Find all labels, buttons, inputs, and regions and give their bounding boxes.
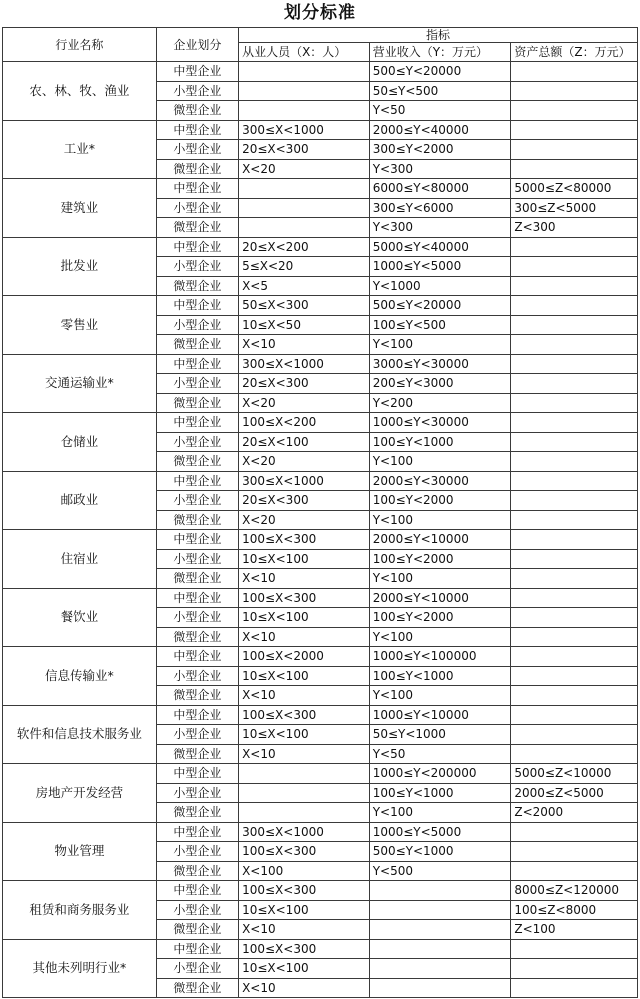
- employees-cell: 100≤X<300: [239, 588, 370, 608]
- table-row: [3, 179, 638, 199]
- assets-cell: [511, 354, 638, 374]
- employees-cell: 100≤X<300: [239, 939, 370, 959]
- table-row: [3, 413, 638, 433]
- assets-cell: [511, 744, 638, 764]
- table-row: [3, 354, 638, 374]
- revenue-cell: 50≤Y<1000: [369, 725, 511, 745]
- enterprise-size: 微型企业: [156, 744, 238, 764]
- revenue-cell: 1000≤Y<200000: [369, 764, 511, 784]
- enterprise-size: 小型企业: [156, 374, 238, 394]
- industry-name: 住宿业: [3, 530, 157, 589]
- revenue-cell: [369, 959, 511, 979]
- industry-name: 交通运输业*: [3, 354, 157, 413]
- employees-cell: 10≤X<100: [239, 666, 370, 686]
- enterprise-size: 中型企业: [156, 705, 238, 725]
- employees-cell: 10≤X<100: [239, 900, 370, 920]
- employees-cell: [239, 783, 370, 803]
- employees-cell: 100≤X<300: [239, 705, 370, 725]
- enterprise-size: 中型企业: [156, 588, 238, 608]
- table-row: [3, 881, 638, 901]
- employees-cell: 10≤X<50: [239, 315, 370, 335]
- revenue-cell: 100≤Y<2000: [369, 491, 511, 511]
- employees-cell: 20≤X<300: [239, 374, 370, 394]
- employees-cell: X<100: [239, 861, 370, 881]
- page-title: 划分标准: [284, 3, 356, 23]
- employees-cell: 10≤X<100: [239, 725, 370, 745]
- enterprise-size: 微型企业: [156, 393, 238, 413]
- enterprise-size: 小型企业: [156, 257, 238, 277]
- revenue-cell: [369, 881, 511, 901]
- employees-cell: X<20: [239, 393, 370, 413]
- employees-cell: 5≤X<20: [239, 257, 370, 277]
- assets-cell: [511, 62, 638, 82]
- enterprise-size: 中型企业: [156, 939, 238, 959]
- assets-cell: [511, 140, 638, 160]
- employees-cell: [239, 198, 370, 218]
- revenue-cell: 5000≤Y<40000: [369, 237, 511, 257]
- assets-cell: 300≤Z<5000: [511, 198, 638, 218]
- revenue-cell: 500≤Y<20000: [369, 296, 511, 316]
- revenue-cell: [369, 920, 511, 940]
- assets-cell: 8000≤Z<120000: [511, 881, 638, 901]
- employees-cell: 50≤X<300: [239, 296, 370, 316]
- revenue-cell: Y<100: [369, 335, 511, 355]
- enterprise-size: 小型企业: [156, 198, 238, 218]
- assets-cell: [511, 822, 638, 842]
- table-body: [3, 62, 638, 998]
- revenue-cell: 200≤Y<3000: [369, 374, 511, 394]
- enterprise-size: 中型企业: [156, 237, 238, 257]
- employees-cell: 20≤X<300: [239, 140, 370, 160]
- enterprise-size: 微型企业: [156, 335, 238, 355]
- employees-cell: 10≤X<100: [239, 959, 370, 979]
- revenue-cell: [369, 939, 511, 959]
- revenue-cell: Y<100: [369, 452, 511, 472]
- table-row: [3, 296, 638, 316]
- industry-name: 建筑业: [3, 179, 157, 238]
- revenue-cell: 1000≤Y<5000: [369, 257, 511, 277]
- enterprise-size: 小型企业: [156, 725, 238, 745]
- enterprise-size: 中型企业: [156, 120, 238, 140]
- employees-cell: [239, 218, 370, 238]
- industry-name: 其他未列明行业*: [3, 939, 157, 998]
- enterprise-size: 微型企业: [156, 510, 238, 530]
- assets-cell: [511, 569, 638, 589]
- industry-name: 餐饮业: [3, 588, 157, 647]
- employees-cell: X<10: [239, 744, 370, 764]
- table-row: [3, 939, 638, 959]
- employees-cell: 300≤X<1000: [239, 120, 370, 140]
- table-row: [3, 822, 638, 842]
- assets-cell: [511, 510, 638, 530]
- assets-cell: 5000≤Z<10000: [511, 764, 638, 784]
- assets-cell: [511, 159, 638, 179]
- assets-header: 资产总额（Z：万元）: [511, 43, 638, 62]
- revenue-cell: 100≤Y<1000: [369, 432, 511, 452]
- assets-cell: [511, 549, 638, 569]
- assets-cell: [511, 81, 638, 101]
- employees-cell: X<10: [239, 569, 370, 589]
- revenue-cell: Y<100: [369, 627, 511, 647]
- enterprise-size: 中型企业: [156, 647, 238, 667]
- revenue-cell: 3000≤Y<30000: [369, 354, 511, 374]
- revenue-cell: Y<100: [369, 569, 511, 589]
- enterprise-size: 微型企业: [156, 276, 238, 296]
- enterprise-size: 微型企业: [156, 803, 238, 823]
- assets-cell: [511, 237, 638, 257]
- industry-name: 邮政业: [3, 471, 157, 530]
- revenue-cell: Y<200: [369, 393, 511, 413]
- revenue-cell: 100≤Y<2000: [369, 549, 511, 569]
- assets-cell: [511, 686, 638, 706]
- assets-cell: [511, 276, 638, 296]
- assets-cell: [511, 530, 638, 550]
- assets-cell: Z<2000: [511, 803, 638, 823]
- revenue-cell: 6000≤Y<80000: [369, 179, 511, 199]
- revenue-cell: 500≤Y<20000: [369, 62, 511, 82]
- assets-cell: [511, 120, 638, 140]
- industry-name: 零售业: [3, 296, 157, 355]
- enterprise-size: 中型企业: [156, 530, 238, 550]
- enterprise-size: 微型企业: [156, 920, 238, 940]
- revenue-cell: Y<1000: [369, 276, 511, 296]
- enterprise-size: 小型企业: [156, 900, 238, 920]
- enterprise-size: 微型企业: [156, 978, 238, 998]
- industry-name: 软件和信息技术服务业: [3, 705, 157, 764]
- employees-cell: 100≤X<2000: [239, 647, 370, 667]
- table-row: [3, 705, 638, 725]
- industry-name: 租赁和商务服务业: [3, 881, 157, 940]
- employees-cell: 20≤X<300: [239, 491, 370, 511]
- assets-cell: 100≤Z<8000: [511, 900, 638, 920]
- assets-cell: [511, 471, 638, 491]
- revenue-cell: Y<100: [369, 686, 511, 706]
- employees-cell: 300≤X<1000: [239, 822, 370, 842]
- assets-cell: [511, 335, 638, 355]
- assets-cell: [511, 588, 638, 608]
- assets-cell: [511, 413, 638, 433]
- revenue-cell: Y<100: [369, 803, 511, 823]
- revenue-cell: 300≤Y<6000: [369, 198, 511, 218]
- employees-cell: X<20: [239, 452, 370, 472]
- indicator-header: 指标: [239, 28, 638, 43]
- employees-cell: 10≤X<100: [239, 549, 370, 569]
- assets-cell: [511, 101, 638, 121]
- assets-cell: Z<100: [511, 920, 638, 940]
- enterprise-size: 微型企业: [156, 569, 238, 589]
- revenue-cell: 2000≤Y<30000: [369, 471, 511, 491]
- revenue-cell: 500≤Y<1000: [369, 842, 511, 862]
- assets-cell: [511, 608, 638, 628]
- enterprise-size: 中型企业: [156, 764, 238, 784]
- revenue-cell: Y<500: [369, 861, 511, 881]
- revenue-cell: 1000≤Y<100000: [369, 647, 511, 667]
- enterprise-size: 微型企业: [156, 686, 238, 706]
- employees-cell: 100≤X<300: [239, 530, 370, 550]
- table-row: [3, 647, 638, 667]
- enterprise-size: 中型企业: [156, 881, 238, 901]
- industry-header: 行业名称: [3, 28, 157, 62]
- industry-name: 工业*: [3, 120, 157, 179]
- assets-cell: 5000≤Z<80000: [511, 179, 638, 199]
- employees-cell: 300≤X<1000: [239, 354, 370, 374]
- revenue-cell: 1000≤Y<5000: [369, 822, 511, 842]
- assets-cell: 2000≤Z<5000: [511, 783, 638, 803]
- employees-cell: [239, 764, 370, 784]
- enterprise-size: 中型企业: [156, 822, 238, 842]
- industry-name: 批发业: [3, 237, 157, 296]
- assets-cell: [511, 374, 638, 394]
- assets-cell: [511, 939, 638, 959]
- employees-cell: 20≤X<100: [239, 432, 370, 452]
- employees-cell: [239, 101, 370, 121]
- table-row: [3, 62, 638, 82]
- assets-cell: [511, 627, 638, 647]
- table-row: [3, 530, 638, 550]
- revenue-cell: 100≤Y<500: [369, 315, 511, 335]
- revenue-cell: 1000≤Y<10000: [369, 705, 511, 725]
- enterprise-size: 微型企业: [156, 627, 238, 647]
- table-row: [3, 471, 638, 491]
- revenue-cell: Y<50: [369, 744, 511, 764]
- revenue-cell: [369, 978, 511, 998]
- enterprise-size: 中型企业: [156, 413, 238, 433]
- assets-cell: [511, 315, 638, 335]
- revenue-cell: Y<50: [369, 101, 511, 121]
- classification-table: [2, 27, 638, 998]
- industry-name: 房地产开发经营: [3, 764, 157, 823]
- assets-cell: [511, 432, 638, 452]
- enterprise-size: 小型企业: [156, 491, 238, 511]
- assets-cell: [511, 959, 638, 979]
- enterprise-size: 中型企业: [156, 354, 238, 374]
- enterprise-size: 中型企业: [156, 62, 238, 82]
- employees-cell: 100≤X<300: [239, 842, 370, 862]
- table-row: [3, 237, 638, 257]
- assets-cell: [511, 296, 638, 316]
- employees-cell: X<10: [239, 686, 370, 706]
- enterprise-size: 小型企业: [156, 783, 238, 803]
- revenue-cell: 300≤Y<2000: [369, 140, 511, 160]
- industry-name: 信息传输业*: [3, 647, 157, 706]
- revenue-cell: 100≤Y<1000: [369, 666, 511, 686]
- employees-cell: 100≤X<300: [239, 881, 370, 901]
- employees-cell: X<10: [239, 627, 370, 647]
- employees-cell: 300≤X<1000: [239, 471, 370, 491]
- enterprise-size: 小型企业: [156, 666, 238, 686]
- revenue-cell: Y<100: [369, 510, 511, 530]
- revenue-cell: 100≤Y<1000: [369, 783, 511, 803]
- revenue-cell: 50≤Y<500: [369, 81, 511, 101]
- employees-cell: X<10: [239, 920, 370, 940]
- enterprise-size: 中型企业: [156, 471, 238, 491]
- enterprise-size: 微型企业: [156, 861, 238, 881]
- employees-cell: [239, 803, 370, 823]
- enterprise-size: 小型企业: [156, 432, 238, 452]
- industry-name: 仓储业: [3, 413, 157, 472]
- employees-cell: X<10: [239, 335, 370, 355]
- enterprise-size: 小型企业: [156, 549, 238, 569]
- assets-cell: [511, 257, 638, 277]
- header-row: [3, 28, 638, 43]
- employees-cell: [239, 81, 370, 101]
- table-row: [3, 120, 638, 140]
- employees-cell: 10≤X<100: [239, 608, 370, 628]
- enterprise-size: 小型企业: [156, 959, 238, 979]
- revenue-cell: Y<300: [369, 218, 511, 238]
- enterprise-size: 微型企业: [156, 101, 238, 121]
- table-row: [3, 588, 638, 608]
- assets-cell: [511, 393, 638, 413]
- assets-cell: [511, 861, 638, 881]
- enterprise-size: 微型企业: [156, 159, 238, 179]
- employees-cell: [239, 62, 370, 82]
- assets-cell: [511, 647, 638, 667]
- employees-cell: X<10: [239, 978, 370, 998]
- assets-cell: [511, 842, 638, 862]
- enterprise-size: 小型企业: [156, 315, 238, 335]
- revenue-header: 营业收入（Y：万元）: [369, 43, 511, 62]
- revenue-cell: Y<300: [369, 159, 511, 179]
- revenue-cell: 2000≤Y<10000: [369, 530, 511, 550]
- assets-cell: Z<300: [511, 218, 638, 238]
- enterprise-size: 小型企业: [156, 81, 238, 101]
- enterprise-size: 小型企业: [156, 608, 238, 628]
- employees-cell: 20≤X<200: [239, 237, 370, 257]
- enterprise-size: 微型企业: [156, 218, 238, 238]
- division-header: 企业划分: [156, 28, 238, 62]
- enterprise-size: 小型企业: [156, 842, 238, 862]
- revenue-cell: 100≤Y<2000: [369, 608, 511, 628]
- industry-name: 农、林、牧、渔业: [3, 62, 157, 121]
- employees-header: 从业人员（X：人）: [239, 43, 370, 62]
- enterprise-size: 中型企业: [156, 296, 238, 316]
- employees-cell: X<20: [239, 159, 370, 179]
- enterprise-size: 中型企业: [156, 179, 238, 199]
- revenue-cell: [369, 900, 511, 920]
- revenue-cell: 1000≤Y<30000: [369, 413, 511, 433]
- revenue-cell: 2000≤Y<40000: [369, 120, 511, 140]
- assets-cell: [511, 491, 638, 511]
- assets-cell: [511, 666, 638, 686]
- enterprise-size: 微型企业: [156, 452, 238, 472]
- enterprise-size: 小型企业: [156, 140, 238, 160]
- employees-cell: X<5: [239, 276, 370, 296]
- assets-cell: [511, 705, 638, 725]
- revenue-cell: 2000≤Y<10000: [369, 588, 511, 608]
- assets-cell: [511, 452, 638, 472]
- assets-cell: [511, 978, 638, 998]
- industry-name: 物业管理: [3, 822, 157, 881]
- employees-cell: X<20: [239, 510, 370, 530]
- assets-cell: [511, 725, 638, 745]
- table-row: [3, 764, 638, 784]
- employees-cell: [239, 179, 370, 199]
- employees-cell: 100≤X<200: [239, 413, 370, 433]
